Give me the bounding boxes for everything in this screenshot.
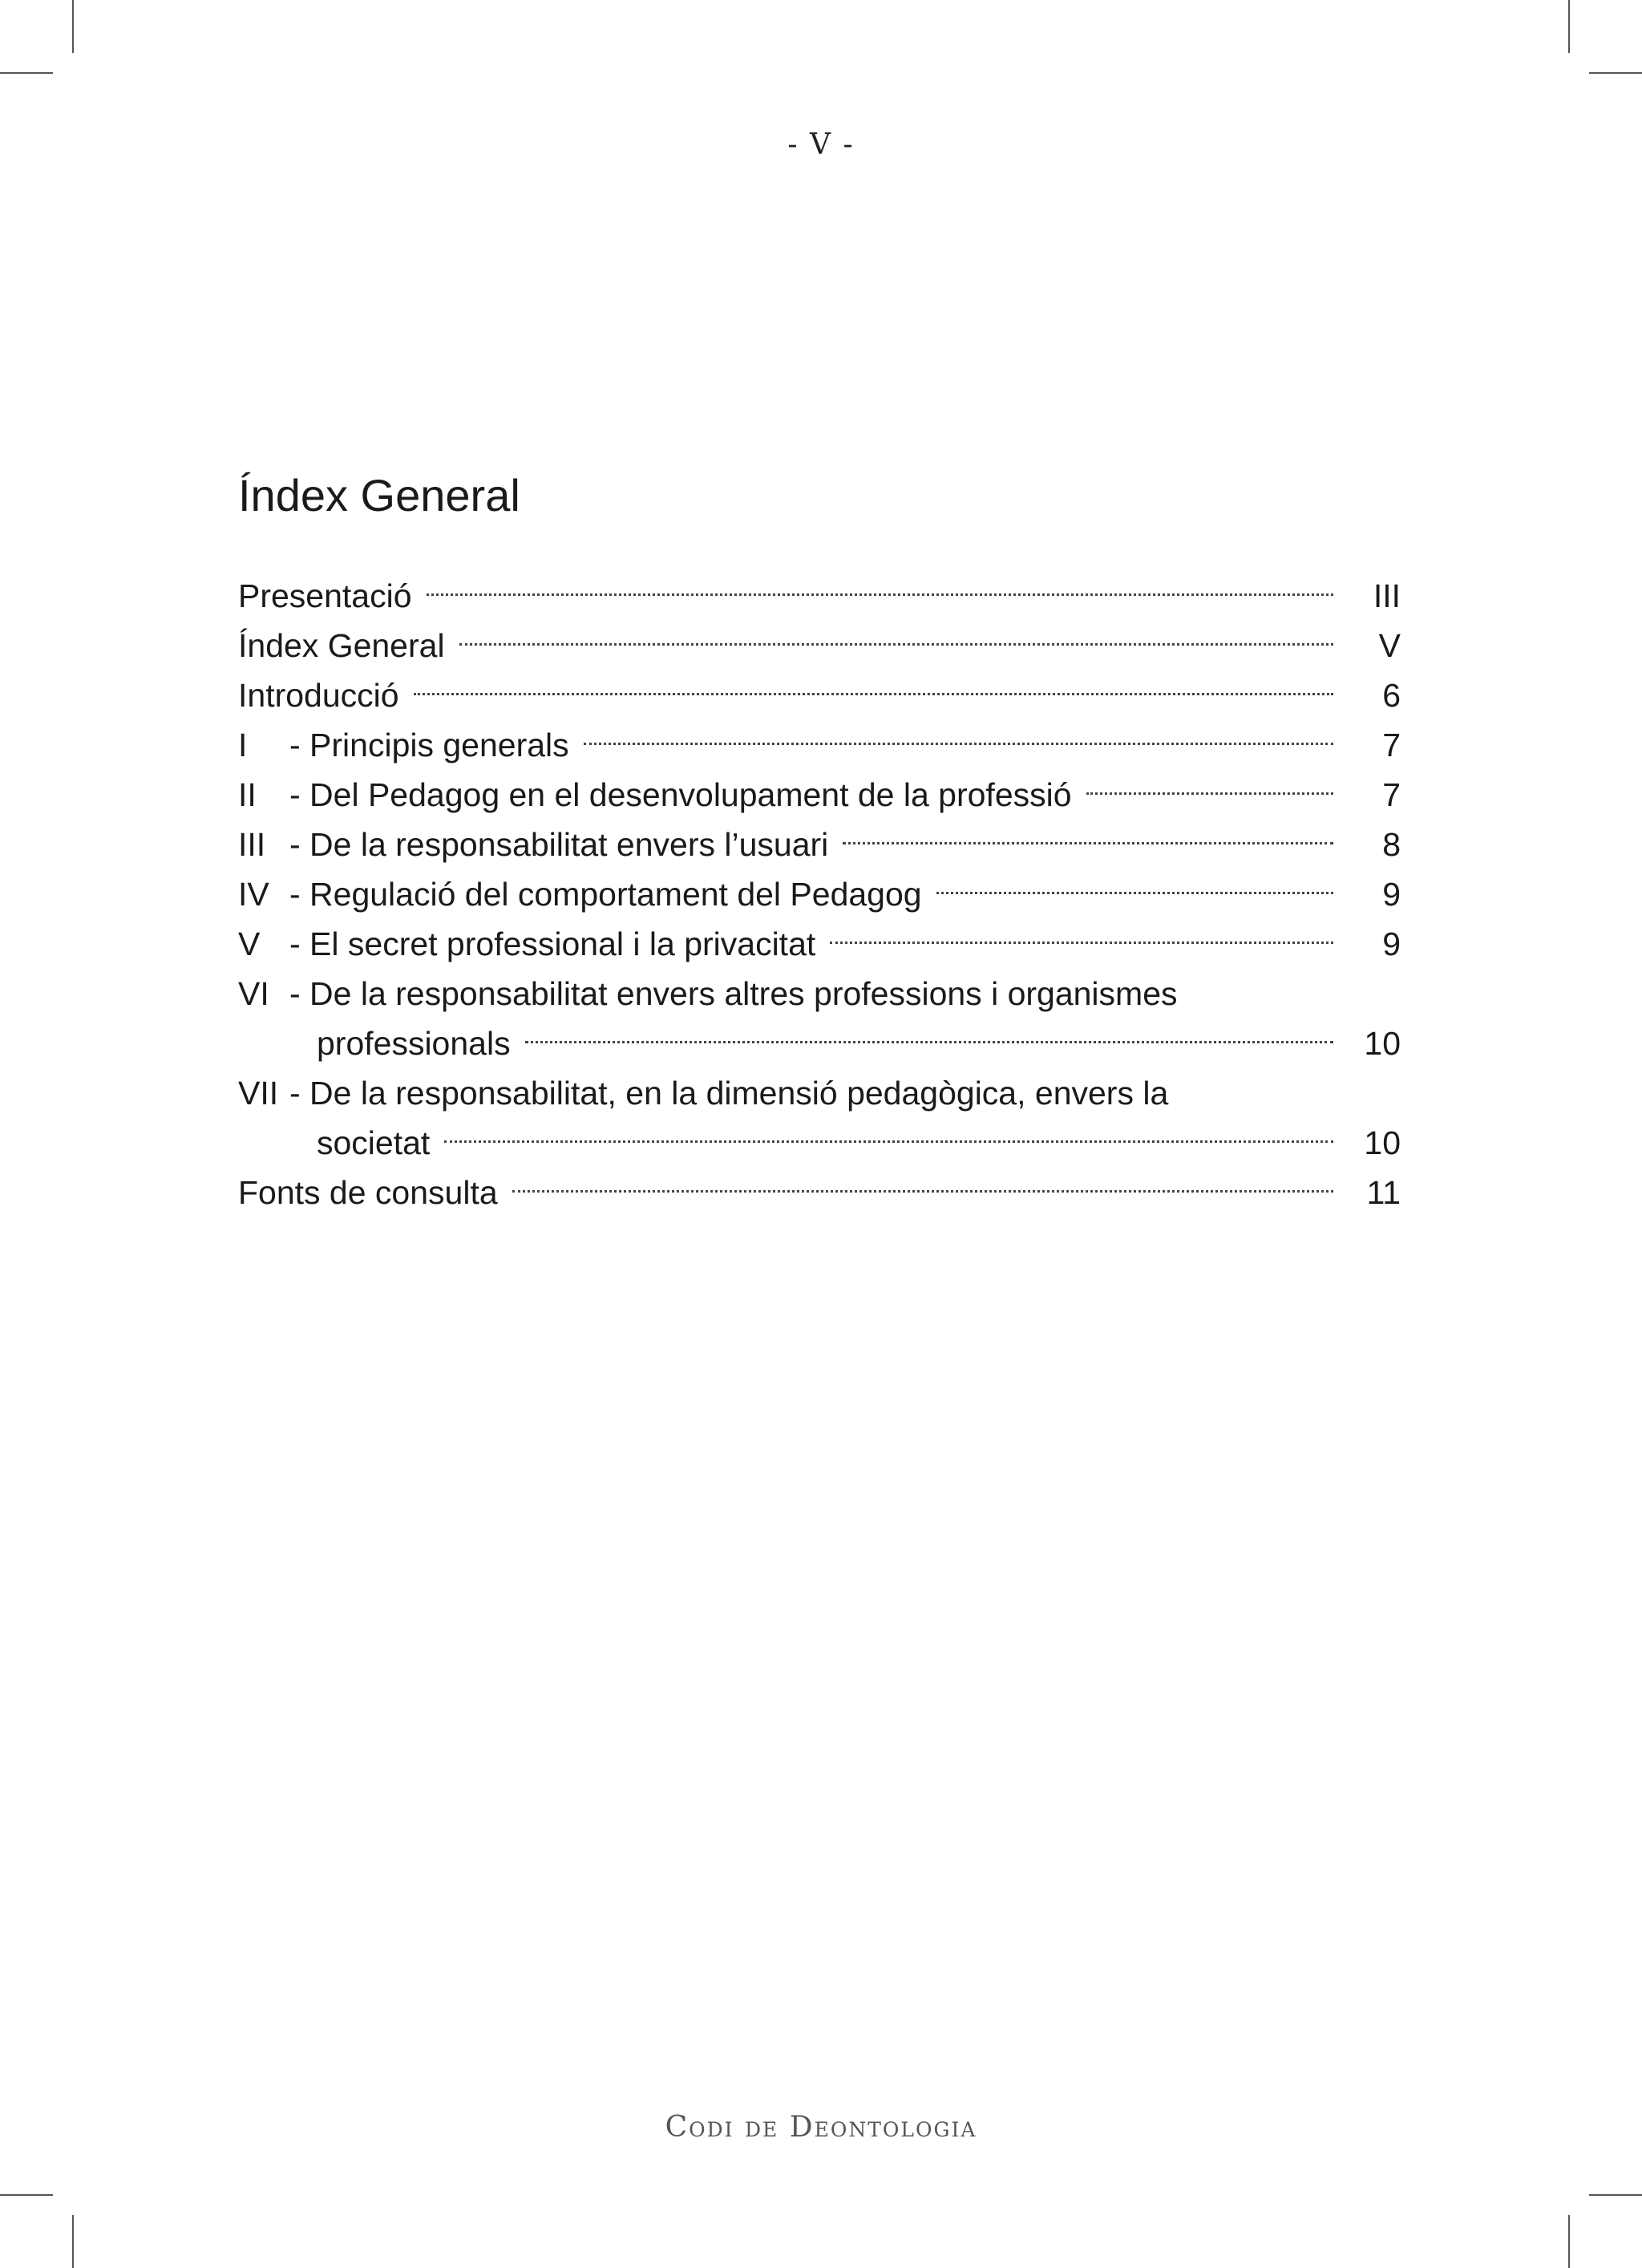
toc-entry-title-continuation: societat <box>317 1124 431 1161</box>
dot-leader <box>843 842 1333 844</box>
toc-entry-presentacio[interactable] <box>238 571 1401 621</box>
toc-entry-title: - Del Pedagog en el desenvolupament de la professió <box>289 776 1072 813</box>
dot-leader <box>1086 792 1333 795</box>
dot-leader <box>444 1140 1333 1143</box>
toc-entry-title: Introducció <box>238 677 399 714</box>
toc-entry-chapter-4[interactable] <box>238 869 1401 919</box>
toc-entry-page: 6 <box>1382 677 1401 714</box>
toc-entry-chapter-1[interactable] <box>238 720 1401 770</box>
toc-entry-chapter-5[interactable] <box>238 919 1401 969</box>
toc-entry-title: Presentació <box>238 577 412 614</box>
toc-entry-introduccio[interactable] <box>238 670 1401 720</box>
crop-mark <box>0 72 53 74</box>
crop-mark <box>1568 0 1570 53</box>
chapter-number: VII <box>238 1075 279 1112</box>
crop-mark <box>1589 72 1642 74</box>
dot-leader <box>936 892 1333 894</box>
toc-entry-fonts-de-consulta[interactable] <box>238 1168 1401 1217</box>
toc-entry-title: - El secret professional i la privacitat <box>289 925 816 962</box>
page-number: - V - <box>787 128 855 161</box>
table-of-contents <box>238 571 1401 1217</box>
toc-entry-page: III <box>1373 577 1401 614</box>
toc-entry-page: 7 <box>1382 776 1401 813</box>
toc-entry-title: Índex General <box>238 627 445 664</box>
toc-entry-title: - De la responsabilitat envers altres professions i organismes <box>289 975 1178 1012</box>
toc-entry-chapter-3[interactable] <box>238 820 1401 869</box>
toc-entry-index-general[interactable] <box>238 621 1401 670</box>
dot-leader <box>512 1190 1333 1193</box>
toc-entry-title: Fonts de consulta <box>238 1174 498 1211</box>
dot-leader <box>414 693 1333 695</box>
dot-leader <box>525 1041 1333 1043</box>
toc-entry-page: 9 <box>1382 876 1401 913</box>
chapter-number: II <box>238 776 257 813</box>
toc-entry-title: - Regulació del comportament del Pedagog <box>289 876 922 913</box>
crop-mark <box>1589 2194 1642 2196</box>
chapter-number: I <box>238 727 248 763</box>
toc-entry-chapter-7[interactable] <box>238 1068 1401 1118</box>
toc-entry-page: 8 <box>1382 826 1401 863</box>
toc-entry-title: - Principis generals <box>289 727 569 763</box>
toc-entry-chapter-6[interactable] <box>238 969 1401 1019</box>
toc-entry-chapter-6-continuation[interactable] <box>238 1019 1401 1068</box>
index-title: Índex General <box>238 470 520 520</box>
running-footer: Codi de Deontologia <box>665 2111 977 2144</box>
crop-mark <box>1568 2215 1570 2268</box>
dot-leader <box>427 593 1333 596</box>
crop-mark <box>72 2215 74 2268</box>
chapter-number: IV <box>238 876 269 913</box>
crop-mark <box>0 2194 53 2196</box>
toc-entry-page: 7 <box>1382 727 1401 763</box>
toc-entry-title: - De la responsabilitat envers l’usuari <box>289 826 829 863</box>
toc-entry-page: 11 <box>1366 1174 1401 1211</box>
chapter-number: III <box>238 826 266 863</box>
toc-entry-page: 10 <box>1364 1025 1401 1062</box>
toc-entry-title: - De la responsabilitat, en la dimensió pedagògica, envers la <box>289 1075 1169 1112</box>
toc-entry-page: 9 <box>1382 925 1401 962</box>
toc-entry-chapter-7-continuation[interactable] <box>238 1118 1401 1168</box>
toc-entry-chapter-2[interactable] <box>238 770 1401 820</box>
toc-entry-page: 10 <box>1364 1124 1401 1161</box>
chapter-number: VI <box>238 975 269 1012</box>
toc-entry-page: V <box>1378 627 1401 664</box>
chapter-number: V <box>238 925 261 962</box>
toc-entry-title-continuation: professionals <box>317 1025 511 1062</box>
dot-leader <box>459 643 1333 646</box>
dot-leader <box>830 942 1333 944</box>
crop-mark <box>72 0 74 53</box>
dot-leader <box>584 743 1333 745</box>
